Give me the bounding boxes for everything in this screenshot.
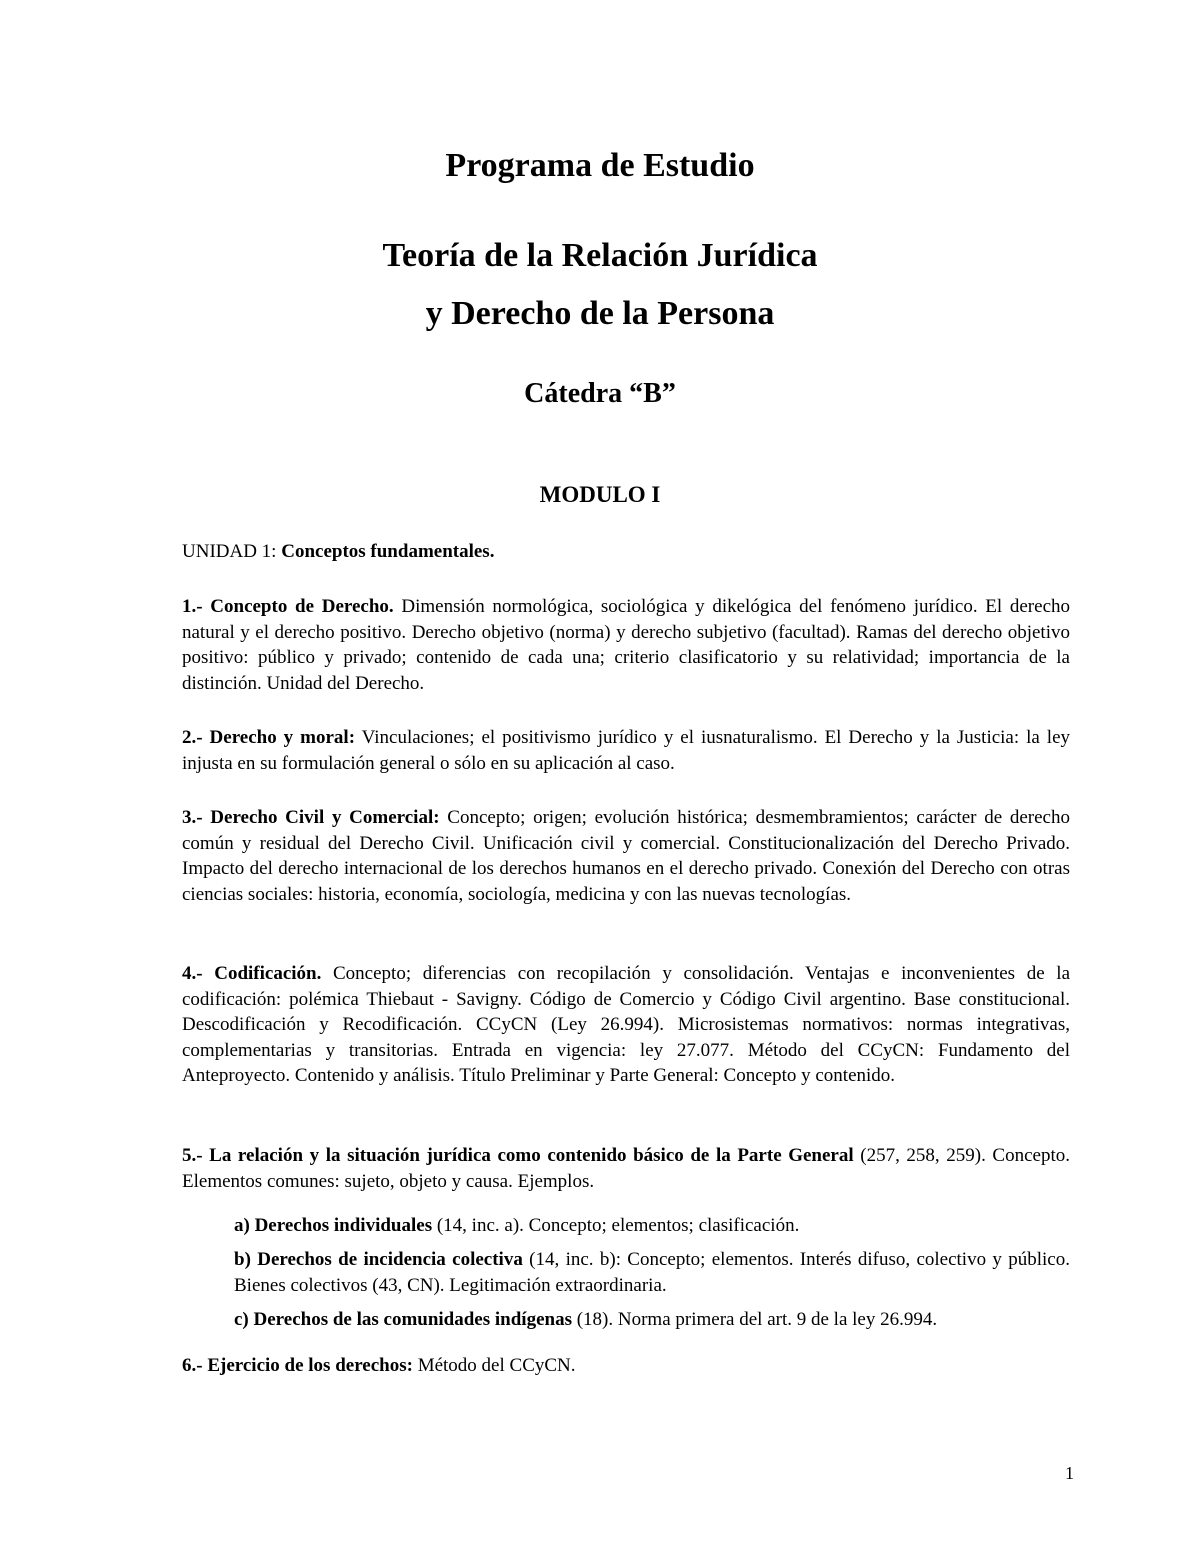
- item-5-title: La relación y la situación jurídica como contenido básico de la Parte General: [202, 1145, 854, 1166]
- item-4: [182, 961, 1070, 1089]
- subitem-a-title: a) Derechos individuales: [234, 1215, 433, 1236]
- item-2-number: 2.-: [182, 727, 203, 748]
- subitem-c-text: (18). Norma primera del art. 9 de la ley 26.994.: [571, 1309, 938, 1330]
- subitem-b: [234, 1247, 1070, 1298]
- unit-label: UNIDAD 1:: [182, 541, 277, 562]
- document-title: Programa de Estudio: [445, 147, 755, 184]
- subject-title-line1: Teoría de la Relación Jurídica: [382, 237, 818, 274]
- item-5: [182, 1143, 1070, 1194]
- item-2-title: Derecho y moral:: [202, 727, 356, 748]
- item-4-number: 4.-: [182, 963, 203, 984]
- unit-title: Conceptos fundamentales.: [276, 541, 495, 562]
- subject-title-line2: y Derecho de la Persona: [425, 295, 775, 332]
- module-heading: MODULO I: [539, 482, 661, 507]
- item-3-text: Concepto; origen; evolución histórica; desmembramientos; carácter de derecho común y residual del Derecho Civil. Unificación civil y comercial. Constitucionalización del Derecho Privado. Impacto del derecho internacional de los derechos humanos en el derecho privado. Conexión del Derecho con otras ciencias sociales: historia, economía, sociología, medicina y con las nuevas tecnologías.: [182, 807, 1070, 905]
- item-3: [182, 805, 1070, 907]
- item-4-title: Codificación.: [202, 963, 322, 984]
- subitem-b-text: (14, inc. b): Concepto; elementos. Interés difuso, colectivo y público. Bienes colectivos (43, CN). Legitimación extraordinaria.: [234, 1249, 1070, 1296]
- item-2-text: Vinculaciones; el positivismo jurídico y el iusnaturalismo. El Derecho y la Justicia: la ley injusta en su formulación general o sólo en su aplicación al caso.: [182, 727, 1070, 774]
- subitem-c-title: c) Derechos de las comunidades indígenas: [234, 1309, 572, 1330]
- subitem-c: [234, 1307, 1070, 1333]
- item-1: [182, 594, 1070, 696]
- item-6-title: Ejercicio de los derechos:: [202, 1355, 413, 1376]
- unit-heading: [182, 539, 1070, 565]
- page-number: 1: [1065, 1463, 1074, 1483]
- item-3-number: 3.-: [182, 807, 203, 828]
- item-3-title: Derecho Civil y Comercial:: [202, 807, 440, 828]
- item-4-text: Concepto; diferencias con recopilación y consolidación. Ventajas e inconvenientes de la codificación: polémica Thiebaut - Savigny. Código de Comercio y Código Civil argentino. Base constitucional. Descodificación y Recodificación. CCyCN (Ley 26.994). Microsistemas normativos: normas integrativas, complementarias y transitorias. Entrada en vigencia: ley 27.077. Método del CCyCN: Fundamento del Anteproyecto. Contenido y análisis. Título Preliminar y Parte General: Concepto y contenido.: [182, 963, 1070, 1087]
- item-6-number: 6.-: [182, 1355, 203, 1376]
- subitem-b-title: b) Derechos de incidencia colectiva: [234, 1249, 523, 1270]
- item-6-text: Método del CCyCN.: [412, 1355, 576, 1376]
- catedra-heading: Cátedra “B”: [524, 378, 676, 409]
- item-2: [182, 725, 1070, 776]
- item-1-title: Concepto de Derecho.: [202, 596, 394, 617]
- item-5-text: (257, 258, 259). Concepto. Elementos comunes: sujeto, objeto y causa. Ejemplos.: [182, 1145, 1070, 1192]
- item-1-number: 1.-: [182, 596, 203, 617]
- item-5-number: 5.-: [182, 1145, 203, 1166]
- item-6: [182, 1353, 1070, 1379]
- item-1-text: Dimensión normológica, sociológica y dikelógica del fenómeno jurídico. El derecho natural y el derecho positivo. Derecho objetivo (norma) y derecho subjetivo (facultad). Ramas del derecho objetivo positivo: público y privado; contenido de cada una; criterio clasificatorio y su relatividad; importancia de la distinción. Unidad del Derecho.: [182, 596, 1070, 694]
- subitem-a-text: (14, inc. a). Concepto; elementos; clasificación.: [432, 1215, 800, 1236]
- subitem-a: [234, 1213, 1070, 1239]
